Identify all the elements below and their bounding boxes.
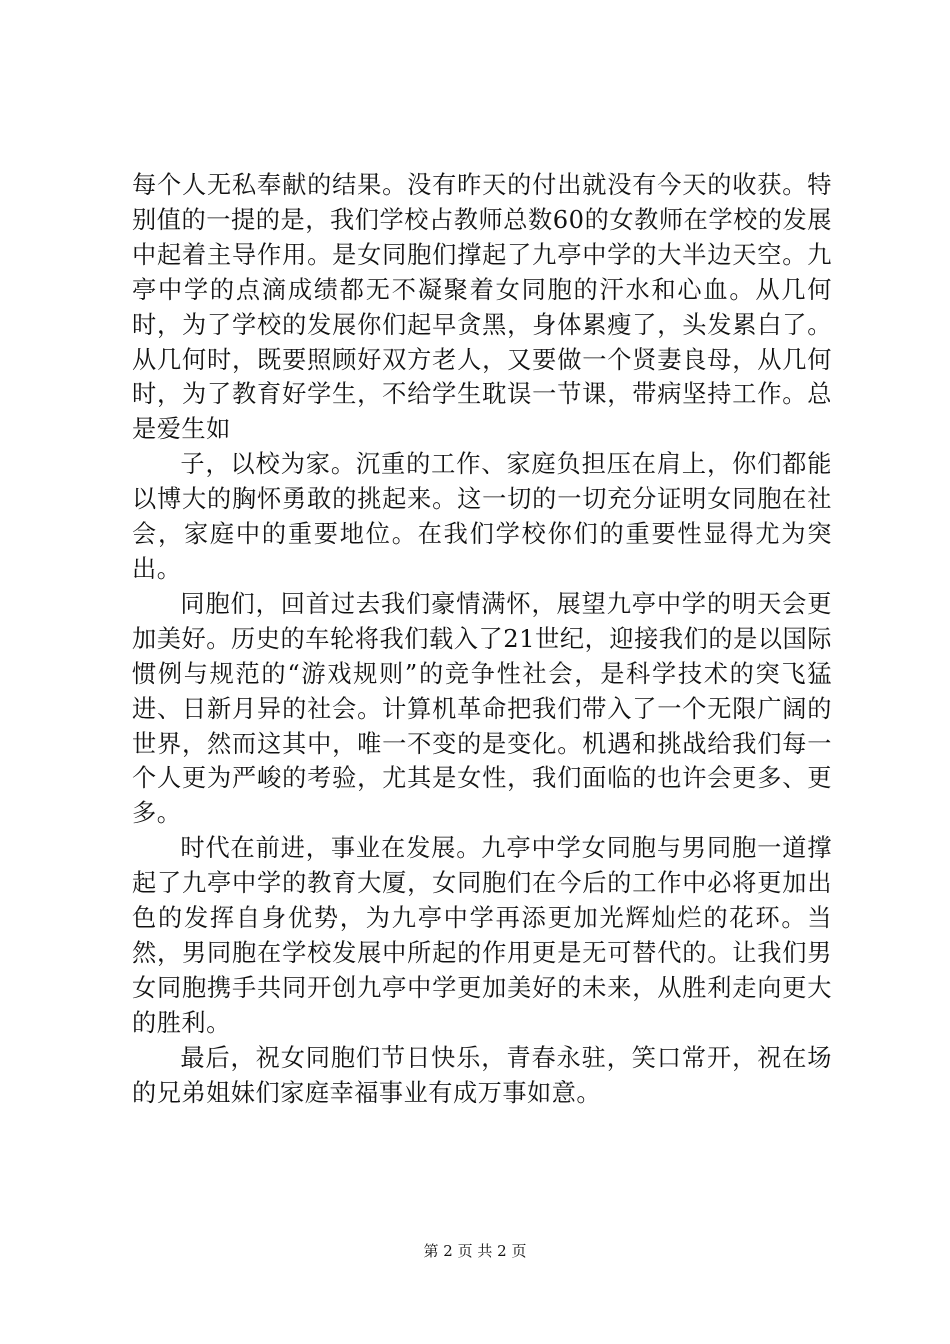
paragraph-4: 时代在前进，事业在发展。九亭中学女同胞与男同胞一道撑起了九亭中学的教育大厦，女同胞们在今后的工作中必将更加出色的发挥自身优势，为九亭中学再添更加光辉灿烂的花环。当然，男同胞在学校发展中所起的作用更是无可替代的。让我们男女同胞携手共同开创九亭中学更加美好的未来，从胜利走向更大的胜利。 — [132, 834, 832, 1037]
document-body — [132, 168, 832, 1110]
paragraph-2: 子，以校为家。沉重的工作、家庭负担压在肩上，你们都能以博大的胸怀勇敢的挑起来。这一切的一切充分证明女同胞在社会，家庭中的重要地位。在我们学校你们的重要性显得尤为突出。 — [132, 450, 832, 583]
paragraph-3: 同胞们，回首过去我们豪情满怀，展望九亭中学的明天会更加美好。历史的车轮将我们载入了21世纪，迎接我们的是以国际惯例与规范的“游戏规则”的竞争性社会，是科学技术的突飞猛进、日新月异的社会。计算机革命把我们带入了一个无限广阔的世界，然而这其中，唯一不变的是变化。机遇和挑战给我们每一个人更为严峻的考验，尤其是女性，我们面临的也许会更多、更多。 — [132, 589, 832, 828]
paragraph-5: 最后，祝女同胞们节日快乐，青春永驻，笑口常开，祝在场的兄弟姐妹们家庭幸福事业有成万事如意。 — [132, 1043, 832, 1107]
page-footer: 第 2 页 共 2 页 — [423, 1242, 527, 1260]
paragraph-1: 每个人无私奉献的结果。没有昨天的付出就没有今天的收获。特别值的一提的是，我们学校占教师总数60的女教师在学校的发展中起着主导作用。是女同胞们撑起了九亭中学的大半边天空。九亭中学的点滴成绩都无不凝聚着女同胞的汗水和心血。从几何时，为了学校的发展你们起早贪黑，身体累瘦了，头发累白了。从几何时，既要照顾好双方老人，又要做一个贤妻良母，从几何时，为了教育好学生，不给学生耽误一节课，带病坚持工作。总是爱生如 — [132, 171, 832, 444]
